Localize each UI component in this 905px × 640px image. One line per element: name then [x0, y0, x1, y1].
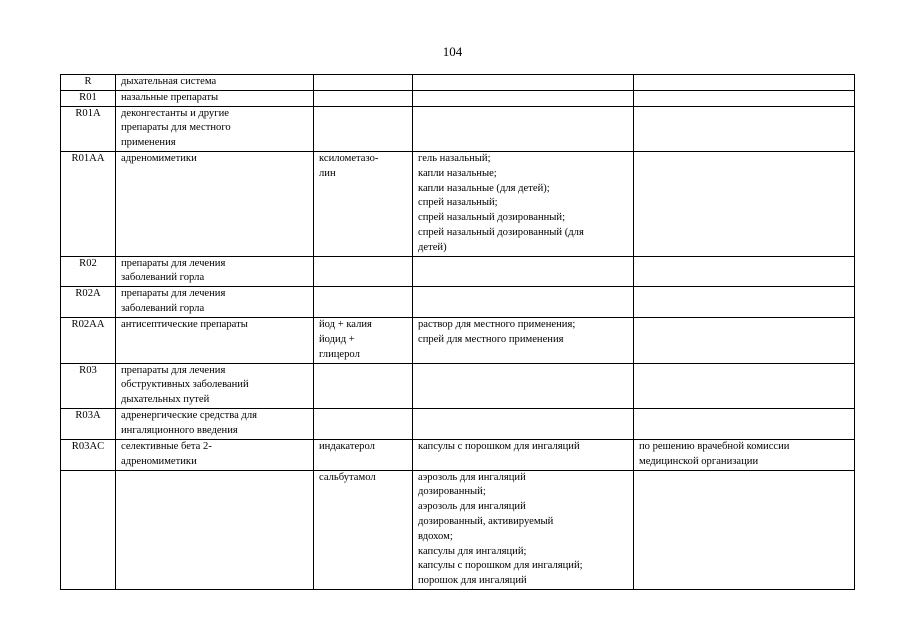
- cell-text-line: назальные препараты: [121, 91, 219, 103]
- cell-text-line: селективные бета 2-: [121, 440, 212, 452]
- group-name-cell: [116, 256, 314, 287]
- note-cell: [634, 439, 855, 470]
- cell-text-line: глицерол: [319, 348, 360, 360]
- cell-text-line: ксилометазо-: [319, 152, 379, 164]
- cell-text-line: препараты для местного: [121, 122, 231, 134]
- cell-text-line: препараты для лечения: [121, 288, 226, 300]
- cell-text-line: йодид +: [319, 333, 355, 345]
- note-cell: [634, 75, 855, 91]
- cell-text-line: йод + калия: [319, 319, 372, 331]
- cell-text-line: по решению врачебной комиссии: [639, 440, 790, 452]
- atc-code-cell: R01A: [61, 106, 116, 151]
- cell-text-line: индакатерол: [319, 440, 375, 452]
- cell-text-line: капсулы с порошком для ингаляций: [418, 440, 580, 452]
- table-row: [61, 363, 855, 408]
- substance-cell: [314, 470, 413, 589]
- note-cell: [634, 90, 855, 106]
- atc-code-cell: R: [61, 75, 116, 91]
- group-name-cell: [116, 90, 314, 106]
- cell-text-line: препараты для лечения: [121, 257, 226, 269]
- atc-code-cell: R03: [61, 363, 116, 408]
- note-cell: [634, 470, 855, 589]
- table-row: [61, 318, 855, 363]
- table-row: [61, 256, 855, 287]
- atc-drug-table: [60, 74, 855, 590]
- cell-text-line: адреномиметики: [121, 152, 197, 164]
- dosage-forms-cell: [413, 470, 634, 589]
- table-row: [61, 287, 855, 318]
- table-row: [61, 151, 855, 256]
- cell-text-line: заболеваний горла: [121, 302, 205, 314]
- group-name-cell: [116, 106, 314, 151]
- dosage-forms-cell: [413, 151, 634, 256]
- cell-text-line: сальбутамол: [319, 471, 376, 483]
- substance-cell: [314, 151, 413, 256]
- cell-text-line: дозированный;: [418, 486, 486, 498]
- note-cell: [634, 287, 855, 318]
- cell-text-line: спрей назальный дозированный (для: [418, 226, 584, 238]
- atc-code-cell: R03A: [61, 408, 116, 439]
- cell-text-line: дыхательная система: [121, 76, 217, 87]
- substance-cell: [314, 363, 413, 408]
- table-row: [61, 470, 855, 589]
- atc-code-cell: R03AC: [61, 439, 116, 470]
- page-number: 104: [442, 44, 463, 59]
- cell-text-line: препараты для лечения: [121, 364, 226, 376]
- group-name-cell: [116, 151, 314, 256]
- substance-cell: [314, 90, 413, 106]
- dosage-forms-cell: [413, 408, 634, 439]
- cell-text-line: адренергические средства для: [121, 409, 257, 421]
- dosage-forms-cell: [413, 439, 634, 470]
- group-name-cell: [116, 408, 314, 439]
- dosage-forms-cell: [413, 287, 634, 318]
- cell-text-line: спрей назальный;: [418, 197, 498, 209]
- cell-text-line: лин: [319, 167, 336, 179]
- atc-code-cell: R02AA: [61, 318, 116, 363]
- atc-code-cell: R01: [61, 90, 116, 106]
- dosage-forms-cell: [413, 318, 634, 363]
- dosage-forms-cell: [413, 90, 634, 106]
- cell-text-line: дыхательных путей: [121, 394, 210, 406]
- substance-cell: [314, 439, 413, 470]
- dosage-forms-cell: [413, 75, 634, 91]
- group-name-cell: [116, 363, 314, 408]
- group-name-cell: [116, 439, 314, 470]
- table-row: [61, 106, 855, 151]
- cell-text-line: заболеваний горла: [121, 272, 205, 284]
- atc-code-cell: R01AA: [61, 151, 116, 256]
- cell-text-line: гель назальный;: [418, 152, 491, 164]
- note-cell: [634, 151, 855, 256]
- cell-text-line: детей): [418, 241, 447, 253]
- group-name-cell: [116, 318, 314, 363]
- cell-text-line: применения: [121, 137, 176, 149]
- substance-cell: [314, 318, 413, 363]
- atc-code-cell: R02: [61, 256, 116, 287]
- dosage-forms-cell: [413, 106, 634, 151]
- cell-text-line: аэрозоль для ингаляций: [418, 501, 526, 513]
- cell-text-line: спрей для местного применения: [418, 333, 564, 345]
- table-row: [61, 439, 855, 470]
- table-row: [61, 90, 855, 106]
- cell-text-line: антисептические препараты: [121, 319, 248, 331]
- note-cell: [634, 318, 855, 363]
- cell-text-line: аэрозоль для ингаляций: [418, 471, 526, 483]
- cell-text-line: деконгестанты и другие: [121, 107, 229, 119]
- cell-text-line: раствор для местного применения;: [418, 319, 576, 331]
- cell-text-line: обструктивных заболеваний: [121, 379, 249, 391]
- cell-text-line: ингаляционного введения: [121, 424, 238, 436]
- note-cell: [634, 408, 855, 439]
- cell-text-line: капсулы с порошком для ингаляций;: [418, 560, 583, 572]
- cell-text-line: адреномиметики: [121, 455, 197, 467]
- substance-cell: [314, 106, 413, 151]
- cell-text-line: капсулы для ингаляций;: [418, 545, 527, 557]
- cell-text-line: вдохом;: [418, 530, 453, 542]
- note-cell: [634, 106, 855, 151]
- dosage-forms-cell: [413, 363, 634, 408]
- substance-cell: [314, 256, 413, 287]
- substance-cell: [314, 75, 413, 91]
- atc-code-cell: [61, 470, 116, 589]
- group-name-cell: [116, 287, 314, 318]
- atc-code-cell: R02A: [61, 287, 116, 318]
- note-cell: [634, 256, 855, 287]
- dosage-forms-cell: [413, 256, 634, 287]
- note-cell: [634, 363, 855, 408]
- table-row: [61, 408, 855, 439]
- cell-text-line: дозированный, активируемый: [418, 515, 554, 527]
- cell-text-line: спрей назальный дозированный;: [418, 212, 566, 224]
- cell-text-line: порошок для ингаляций: [418, 575, 527, 587]
- group-name-cell: [116, 470, 314, 589]
- substance-cell: [314, 287, 413, 318]
- cell-text-line: капли назальные;: [418, 167, 497, 179]
- table-row: [61, 75, 855, 91]
- cell-text-line: капли назальные (для детей);: [418, 182, 550, 194]
- cell-text-line: медицинской организации: [639, 455, 759, 467]
- group-name-cell: [116, 75, 314, 91]
- substance-cell: [314, 408, 413, 439]
